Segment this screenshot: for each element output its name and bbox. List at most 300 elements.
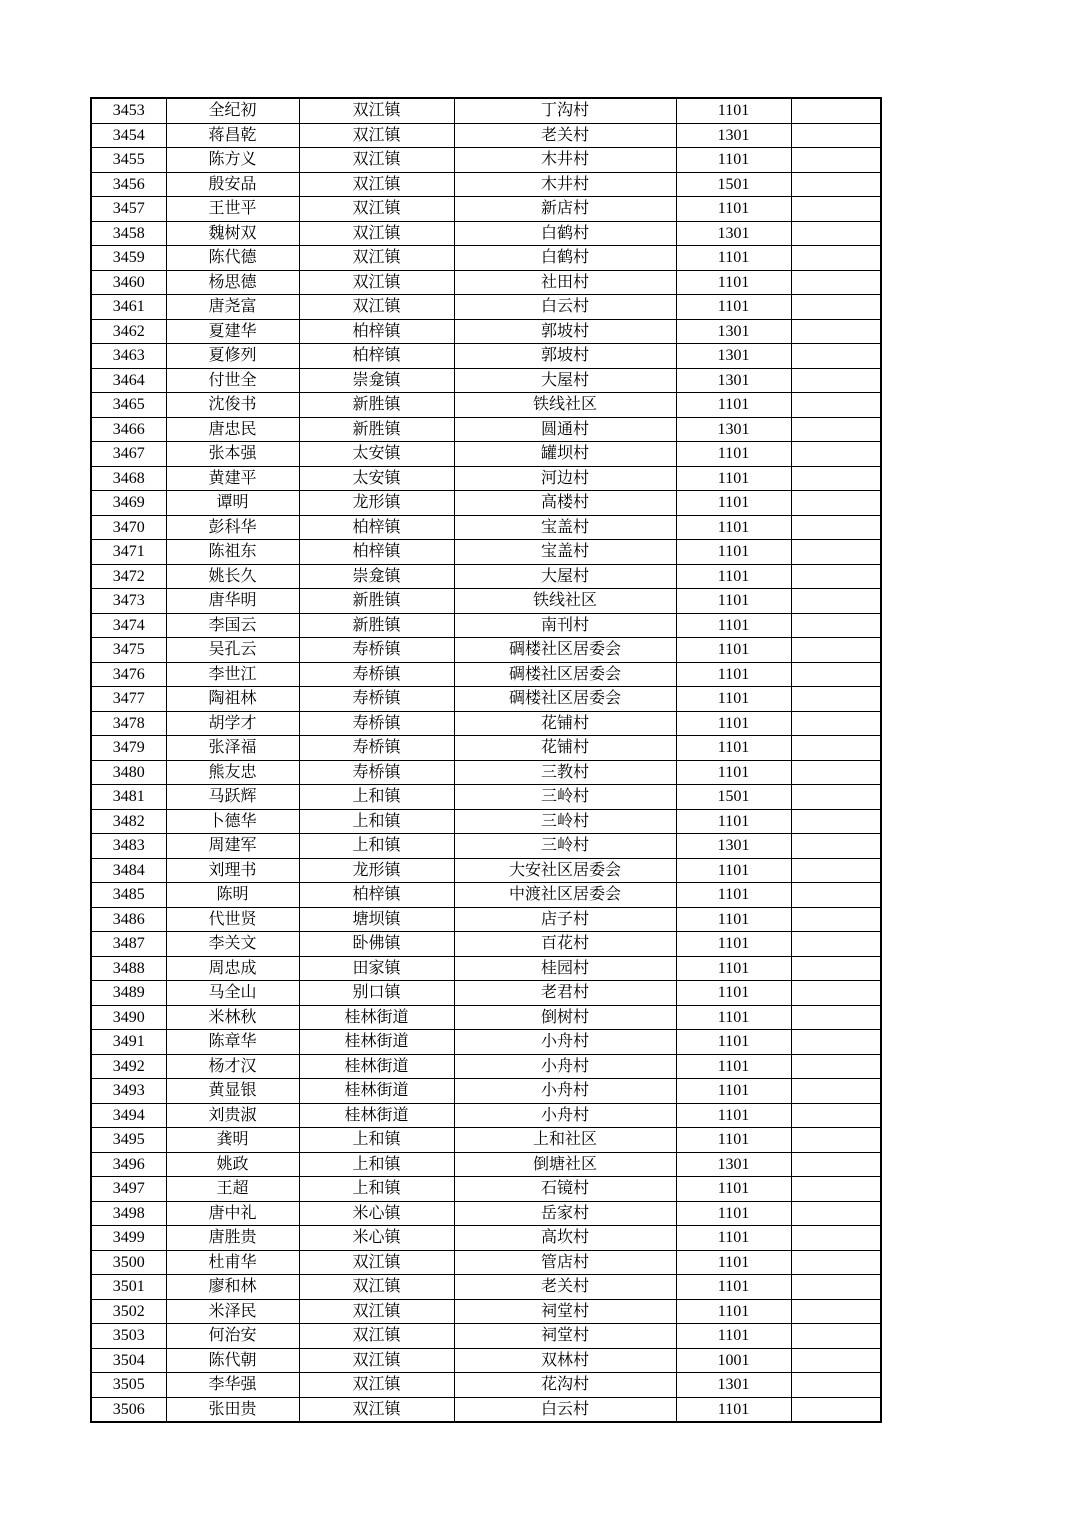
name-cell: 夏建华 [166,319,299,344]
village-cell: 祠堂村 [454,1324,676,1349]
data-table [90,97,882,1423]
town-cell: 上和镇 [299,1177,454,1202]
village-cell: 大安社区居委会 [454,858,676,883]
remark-cell [791,98,881,123]
row-number-cell: 3491 [91,1030,166,1055]
code-cell: 1101 [676,589,791,614]
table-row [91,197,881,222]
row-number-cell: 3463 [91,344,166,369]
table-row [91,589,881,614]
table-row [91,1103,881,1128]
row-number-cell: 3489 [91,981,166,1006]
table-row [91,491,881,516]
remark-cell [791,1152,881,1177]
town-cell: 上和镇 [299,809,454,834]
code-cell: 1101 [676,442,791,467]
name-cell: 卜德华 [166,809,299,834]
name-cell: 唐中礼 [166,1201,299,1226]
table-row [91,319,881,344]
table-row [91,1177,881,1202]
code-cell: 1101 [676,1054,791,1079]
row-number-cell: 3484 [91,858,166,883]
village-cell: 木井村 [454,172,676,197]
row-number-cell: 3466 [91,417,166,442]
town-cell: 双江镇 [299,172,454,197]
code-cell: 1301 [676,417,791,442]
table-row [91,1373,881,1398]
village-cell: 花铺村 [454,711,676,736]
row-number-cell: 3454 [91,123,166,148]
table-row [91,1348,881,1373]
town-cell: 柏梓镇 [299,883,454,908]
code-cell: 1101 [676,809,791,834]
row-number-cell: 3475 [91,638,166,663]
name-cell: 王世平 [166,197,299,222]
town-cell: 桂林街道 [299,1005,454,1030]
village-cell: 白鹤村 [454,246,676,271]
village-cell: 郭坡村 [454,344,676,369]
table-row [91,368,881,393]
remark-cell [791,736,881,761]
code-cell: 1101 [676,98,791,123]
name-cell: 陈明 [166,883,299,908]
code-cell: 1101 [676,1128,791,1153]
village-cell: 宝盖村 [454,515,676,540]
town-cell: 米心镇 [299,1226,454,1251]
row-number-cell: 3490 [91,1005,166,1030]
remark-cell [791,368,881,393]
code-cell: 1101 [676,148,791,173]
town-cell: 双江镇 [299,1397,454,1422]
remark-cell [791,809,881,834]
town-cell: 卧佛镇 [299,932,454,957]
name-cell: 李关文 [166,932,299,957]
code-cell: 1301 [676,344,791,369]
town-cell: 上和镇 [299,1152,454,1177]
town-cell: 双江镇 [299,1299,454,1324]
table-row [91,1324,881,1349]
name-cell: 米林秋 [166,1005,299,1030]
town-cell: 双江镇 [299,98,454,123]
village-cell: 老关村 [454,123,676,148]
row-number-cell: 3455 [91,148,166,173]
code-cell: 1301 [676,221,791,246]
table-row [91,123,881,148]
name-cell: 刘理书 [166,858,299,883]
table-row [91,809,881,834]
remark-cell [791,907,881,932]
code-cell: 1101 [676,613,791,638]
village-cell: 桂园村 [454,956,676,981]
town-cell: 双江镇 [299,295,454,320]
name-cell: 姚长久 [166,564,299,589]
village-cell: 大屋村 [454,564,676,589]
remark-cell [791,834,881,859]
remark-cell [791,981,881,1006]
village-cell: 石镜村 [454,1177,676,1202]
code-cell: 1101 [676,1177,791,1202]
row-number-cell: 3486 [91,907,166,932]
village-cell: 罐坝村 [454,442,676,467]
row-number-cell: 3461 [91,295,166,320]
row-number-cell: 3495 [91,1128,166,1153]
code-cell: 1101 [676,295,791,320]
table-row [91,736,881,761]
code-cell: 1101 [676,932,791,957]
town-cell: 别口镇 [299,981,454,1006]
remark-cell [791,246,881,271]
town-cell: 桂林街道 [299,1103,454,1128]
code-cell: 1101 [676,1250,791,1275]
row-number-cell: 3483 [91,834,166,859]
name-cell: 胡学才 [166,711,299,736]
code-cell: 1301 [676,368,791,393]
village-cell: 三岭村 [454,809,676,834]
remark-cell [791,491,881,516]
village-cell: 老关村 [454,1275,676,1300]
remark-cell [791,711,881,736]
remark-cell [791,197,881,222]
remark-cell [791,687,881,712]
row-number-cell: 3460 [91,270,166,295]
remark-cell [791,564,881,589]
table-row [91,1054,881,1079]
row-number-cell: 3467 [91,442,166,467]
name-cell: 夏修列 [166,344,299,369]
name-cell: 王超 [166,1177,299,1202]
town-cell: 桂林街道 [299,1079,454,1104]
code-cell: 1301 [676,319,791,344]
code-cell: 1101 [676,1324,791,1349]
remark-cell [791,393,881,418]
village-cell: 铁线社区 [454,589,676,614]
remark-cell [791,1250,881,1275]
code-cell: 1001 [676,1348,791,1373]
table-row [91,1201,881,1226]
code-cell: 1101 [676,491,791,516]
table-body [91,98,881,1422]
remark-cell [791,295,881,320]
table-row [91,515,881,540]
remark-cell [791,883,881,908]
row-number-cell: 3462 [91,319,166,344]
name-cell: 陈代朝 [166,1348,299,1373]
village-cell: 花铺村 [454,736,676,761]
remark-cell [791,662,881,687]
remark-cell [791,1054,881,1079]
code-cell: 1101 [676,981,791,1006]
town-cell: 寿桥镇 [299,687,454,712]
table-row [91,1397,881,1422]
row-number-cell: 3500 [91,1250,166,1275]
remark-cell [791,1177,881,1202]
remark-cell [791,1275,881,1300]
village-cell: 碉楼社区居委会 [454,662,676,687]
village-cell: 倒树村 [454,1005,676,1030]
village-cell: 小舟村 [454,1030,676,1055]
code-cell: 1101 [676,1397,791,1422]
code-cell: 1101 [676,393,791,418]
village-cell: 碉楼社区居委会 [454,687,676,712]
village-cell: 双林村 [454,1348,676,1373]
table-row [91,907,881,932]
town-cell: 龙形镇 [299,491,454,516]
table-row [91,466,881,491]
row-number-cell: 3492 [91,1054,166,1079]
town-cell: 上和镇 [299,785,454,810]
table-row [91,417,881,442]
village-cell: 碉楼社区居委会 [454,638,676,663]
village-cell: 小舟村 [454,1054,676,1079]
remark-cell [791,1128,881,1153]
name-cell: 吴孔云 [166,638,299,663]
code-cell: 1101 [676,564,791,589]
name-cell: 付世全 [166,368,299,393]
name-cell: 张本强 [166,442,299,467]
code-cell: 1101 [676,907,791,932]
remark-cell [791,172,881,197]
village-cell: 河边村 [454,466,676,491]
code-cell: 1101 [676,1226,791,1251]
name-cell: 杨才汉 [166,1054,299,1079]
row-number-cell: 3485 [91,883,166,908]
name-cell: 黄建平 [166,466,299,491]
code-cell: 1101 [676,760,791,785]
table-row [91,148,881,173]
name-cell: 杨思德 [166,270,299,295]
code-cell: 1301 [676,123,791,148]
village-cell: 高楼村 [454,491,676,516]
remark-cell [791,417,881,442]
code-cell: 1101 [676,1103,791,1128]
name-cell: 张田贵 [166,1397,299,1422]
row-number-cell: 3499 [91,1226,166,1251]
town-cell: 龙形镇 [299,858,454,883]
town-cell: 塘坝镇 [299,907,454,932]
row-number-cell: 3487 [91,932,166,957]
code-cell: 1301 [676,1152,791,1177]
table-row [91,1226,881,1251]
code-cell: 1101 [676,1030,791,1055]
village-cell: 祠堂村 [454,1299,676,1324]
table-row [91,442,881,467]
town-cell: 田家镇 [299,956,454,981]
table-row [91,344,881,369]
remark-cell [791,1324,881,1349]
town-cell: 上和镇 [299,1128,454,1153]
town-cell: 柏梓镇 [299,540,454,565]
row-number-cell: 3504 [91,1348,166,1373]
remark-cell [791,1079,881,1104]
town-cell: 寿桥镇 [299,638,454,663]
town-cell: 双江镇 [299,246,454,271]
row-number-cell: 3482 [91,809,166,834]
row-number-cell: 3470 [91,515,166,540]
town-cell: 新胜镇 [299,613,454,638]
town-cell: 双江镇 [299,148,454,173]
town-cell: 双江镇 [299,197,454,222]
table-row [91,981,881,1006]
row-number-cell: 3502 [91,1299,166,1324]
name-cell: 魏树双 [166,221,299,246]
name-cell: 唐尧富 [166,295,299,320]
name-cell: 刘贵淑 [166,1103,299,1128]
name-cell: 李国云 [166,613,299,638]
table-row [91,1299,881,1324]
village-cell: 小舟村 [454,1079,676,1104]
name-cell: 殷安品 [166,172,299,197]
code-cell: 1101 [676,736,791,761]
code-cell: 1101 [676,540,791,565]
name-cell: 周忠成 [166,956,299,981]
village-cell: 白鹤村 [454,221,676,246]
name-cell: 彭科华 [166,515,299,540]
name-cell: 唐华明 [166,589,299,614]
village-cell: 社田村 [454,270,676,295]
table-row [91,662,881,687]
table-row [91,393,881,418]
town-cell: 双江镇 [299,1348,454,1373]
remark-cell [791,613,881,638]
village-cell: 店子村 [454,907,676,932]
row-number-cell: 3456 [91,172,166,197]
code-cell: 1101 [676,466,791,491]
row-number-cell: 3474 [91,613,166,638]
town-cell: 寿桥镇 [299,711,454,736]
name-cell: 马跃辉 [166,785,299,810]
name-cell: 陈祖东 [166,540,299,565]
row-number-cell: 3503 [91,1324,166,1349]
village-cell: 高坎村 [454,1226,676,1251]
town-cell: 双江镇 [299,1275,454,1300]
name-cell: 陈章华 [166,1030,299,1055]
code-cell: 1101 [676,1005,791,1030]
table-row [91,613,881,638]
village-cell: 宝盖村 [454,540,676,565]
village-cell: 管店村 [454,1250,676,1275]
row-number-cell: 3497 [91,1177,166,1202]
town-cell: 双江镇 [299,270,454,295]
table-row [91,295,881,320]
name-cell: 周建军 [166,834,299,859]
village-cell: 丁沟村 [454,98,676,123]
name-cell: 龚明 [166,1128,299,1153]
row-number-cell: 3473 [91,589,166,614]
remark-cell [791,123,881,148]
table-row [91,1275,881,1300]
name-cell: 熊友忠 [166,760,299,785]
code-cell: 1101 [676,1079,791,1104]
name-cell: 杜甫华 [166,1250,299,1275]
table-row [91,172,881,197]
name-cell: 廖和林 [166,1275,299,1300]
table-row [91,1030,881,1055]
row-number-cell: 3479 [91,736,166,761]
name-cell: 沈俊书 [166,393,299,418]
code-cell: 1101 [676,687,791,712]
village-cell: 中渡社区居委会 [454,883,676,908]
table-row [91,1005,881,1030]
remark-cell [791,344,881,369]
table-row [91,858,881,883]
row-number-cell: 3472 [91,564,166,589]
town-cell: 双江镇 [299,123,454,148]
remark-cell [791,148,881,173]
code-cell: 1101 [676,270,791,295]
remark-cell [791,858,881,883]
row-number-cell: 3496 [91,1152,166,1177]
town-cell: 新胜镇 [299,417,454,442]
table-row [91,98,881,123]
village-cell: 白云村 [454,1397,676,1422]
name-cell: 何治安 [166,1324,299,1349]
code-cell: 1101 [676,711,791,736]
town-cell: 桂林街道 [299,1030,454,1055]
code-cell: 1101 [676,638,791,663]
name-cell: 谭明 [166,491,299,516]
code-cell: 1101 [676,246,791,271]
remark-cell [791,1005,881,1030]
code-cell: 1101 [676,197,791,222]
table-row [91,956,881,981]
village-cell: 白云村 [454,295,676,320]
row-number-cell: 3471 [91,540,166,565]
spreadsheet-page [90,97,882,1423]
row-number-cell: 3464 [91,368,166,393]
table-row [91,834,881,859]
village-cell: 大屋村 [454,368,676,393]
town-cell: 太安镇 [299,442,454,467]
remark-cell [791,466,881,491]
row-number-cell: 3498 [91,1201,166,1226]
village-cell: 郭坡村 [454,319,676,344]
code-cell: 1101 [676,662,791,687]
name-cell: 张泽福 [166,736,299,761]
code-cell: 1101 [676,883,791,908]
table-row [91,638,881,663]
table-row [91,932,881,957]
row-number-cell: 3478 [91,711,166,736]
remark-cell [791,221,881,246]
village-cell: 木井村 [454,148,676,173]
table-row [91,221,881,246]
remark-cell [791,1348,881,1373]
name-cell: 陈方义 [166,148,299,173]
remark-cell [791,442,881,467]
table-row [91,246,881,271]
remark-cell [791,1299,881,1324]
row-number-cell: 3468 [91,466,166,491]
remark-cell [791,1397,881,1422]
row-number-cell: 3476 [91,662,166,687]
row-number-cell: 3488 [91,956,166,981]
row-number-cell: 3459 [91,246,166,271]
remark-cell [791,1030,881,1055]
name-cell: 陶祖林 [166,687,299,712]
code-cell: 1101 [676,515,791,540]
village-cell: 南刊村 [454,613,676,638]
name-cell: 马全山 [166,981,299,1006]
row-number-cell: 3458 [91,221,166,246]
row-number-cell: 3493 [91,1079,166,1104]
row-number-cell: 3506 [91,1397,166,1422]
village-cell: 圆通村 [454,417,676,442]
town-cell: 新胜镇 [299,589,454,614]
village-cell: 岳家村 [454,1201,676,1226]
remark-cell [791,1201,881,1226]
town-cell: 柏梓镇 [299,319,454,344]
remark-cell [791,760,881,785]
